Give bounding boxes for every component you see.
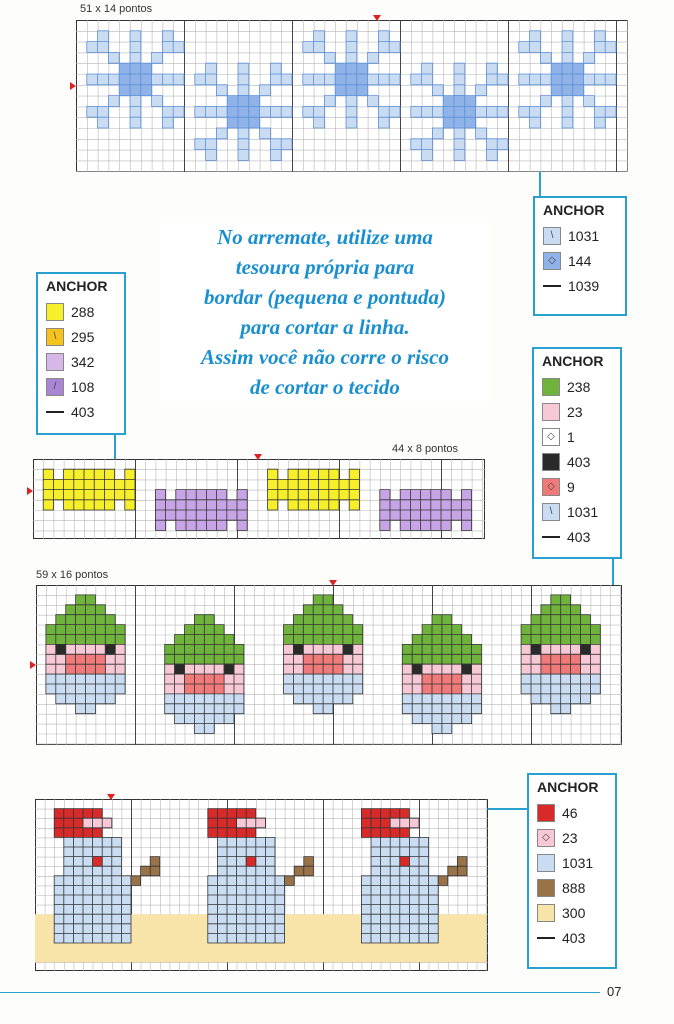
tip-line: para cortar a linha. [240, 315, 410, 339]
thread-code: 300 [562, 904, 586, 921]
tip-line: de cortar o tecido [250, 375, 400, 399]
thread-swatch: \ [542, 503, 560, 521]
tip-line: tesoura própria para [235, 255, 415, 279]
key-row [542, 374, 612, 399]
thread-swatch [542, 403, 560, 421]
key-title: ANCHOR [543, 202, 605, 218]
key-row [542, 524, 612, 549]
key-row [542, 474, 612, 499]
connector-gnomes [612, 558, 614, 585]
key-row [46, 374, 116, 399]
connector-snowmen-h [488, 808, 528, 810]
snowflake-border-chart [76, 20, 628, 172]
thread-code: 1031 [562, 854, 594, 871]
key-row [46, 299, 116, 324]
tip-line: No arremate, utilize uma [217, 225, 433, 249]
snowflake-3-center [443, 96, 475, 128]
thread-swatch [537, 879, 555, 897]
color-key-snowmen [527, 773, 617, 969]
snowman-2-hat-band [390, 818, 419, 828]
key-title: ANCHOR [537, 779, 599, 795]
tip-line: bordar (pequena e pontuda) [203, 285, 447, 309]
chart-size-label-snowflakes: 51 x 14 pontos [80, 3, 153, 15]
thread-code: 238 [567, 378, 591, 395]
key-row [537, 925, 607, 950]
thread-code: 342 [71, 353, 95, 370]
key-row [542, 399, 612, 424]
gnome-3-nose [422, 674, 462, 694]
color-key-gnomes [532, 347, 622, 559]
thread-swatch [46, 353, 64, 371]
thread-swatch: \ [543, 227, 561, 245]
thread-swatch [542, 378, 560, 396]
thread-code: 23 [567, 403, 583, 420]
color-key-candies [36, 272, 126, 435]
snowflake-0-center [119, 63, 151, 95]
snowflake-4-center [551, 63, 583, 95]
thread-code: 1039 [568, 277, 600, 294]
thread-swatch [46, 411, 64, 413]
candy-border-chart [33, 459, 485, 539]
thread-code: 144 [568, 252, 592, 269]
key-title: ANCHOR [46, 278, 108, 294]
key-row [46, 399, 116, 424]
thread-code: 1 [567, 428, 575, 445]
thread-swatch: ◇ [542, 428, 560, 446]
snowman-border-chart [35, 799, 488, 971]
thread-code: 288 [71, 303, 95, 320]
snowman-1-nose [246, 857, 256, 867]
key-row [46, 324, 116, 349]
thread-swatch: ◇ [543, 252, 561, 270]
thread-swatch: \ [46, 328, 64, 346]
thread-code: 1031 [568, 227, 600, 244]
center-marker-snowflakes [373, 15, 381, 21]
key-row [542, 424, 612, 449]
thread-swatch: / [46, 378, 64, 396]
center-marker-candies [254, 454, 262, 460]
footer-rule [0, 992, 600, 993]
thread-code: 1031 [567, 503, 599, 520]
thread-swatch: ◇ [542, 478, 560, 496]
thread-code: 295 [71, 328, 95, 345]
snowman-1-hat-band [237, 818, 266, 828]
color-key-snowflakes [533, 196, 627, 316]
thread-code: 108 [71, 378, 95, 395]
chart-size-label-gnomes: 59 x 16 pontos [36, 569, 109, 581]
snowman-0-body [54, 837, 131, 943]
thread-code: 46 [562, 804, 578, 821]
key-row [542, 499, 612, 524]
snowflake-2-center [335, 63, 367, 95]
side-marker-gnomes [30, 661, 36, 669]
snowman-1-body [208, 837, 285, 943]
key-row [542, 449, 612, 474]
thread-swatch [542, 453, 560, 471]
connector-snowflakes [539, 172, 541, 196]
key-title: ANCHOR [542, 353, 604, 369]
thread-swatch [537, 937, 555, 939]
thread-swatch [537, 904, 555, 922]
center-marker-snowmen [107, 794, 115, 800]
key-row [46, 349, 116, 374]
snowman-0-hat-band [83, 818, 112, 828]
key-row [537, 850, 607, 875]
gnome-2-nose [303, 654, 343, 674]
connector-candies [114, 433, 116, 459]
thread-swatch [46, 303, 64, 321]
snowman-2-body [361, 837, 438, 943]
thread-code: 403 [567, 528, 591, 545]
snowman-2-nose [400, 857, 410, 867]
thread-code: 403 [567, 453, 591, 470]
thread-code: 403 [562, 929, 586, 946]
gnome-1-nose [185, 674, 225, 694]
thread-swatch [543, 285, 561, 287]
tip-line: Assim você não corre o risco [201, 345, 449, 369]
gnome-4-nose [541, 654, 581, 674]
key-row [537, 900, 607, 925]
key-row [537, 825, 607, 850]
key-row [543, 223, 617, 248]
snowman-0-nose [93, 857, 103, 867]
side-marker-snowflakes [70, 82, 76, 90]
thread-code: 888 [562, 879, 586, 896]
stitching-tip [160, 222, 490, 402]
chart-size-label-candies: 44 x 8 pontos [392, 443, 459, 455]
thread-code: 23 [562, 829, 578, 846]
thread-swatch [537, 854, 555, 872]
side-marker-candies [27, 487, 33, 495]
thread-code: 9 [567, 478, 575, 495]
gnome-0-nose [66, 654, 106, 674]
key-row [543, 248, 617, 273]
key-row [537, 800, 607, 825]
thread-swatch [537, 804, 555, 822]
snowflake-1-center [227, 96, 259, 128]
gnome-border-chart [36, 585, 622, 745]
key-row [543, 273, 617, 298]
thread-swatch: ◇ [537, 829, 555, 847]
page-number: 07 [607, 984, 622, 999]
thread-code: 403 [71, 403, 95, 420]
thread-swatch [542, 536, 560, 538]
key-row [537, 875, 607, 900]
center-marker-gnomes [329, 580, 337, 586]
